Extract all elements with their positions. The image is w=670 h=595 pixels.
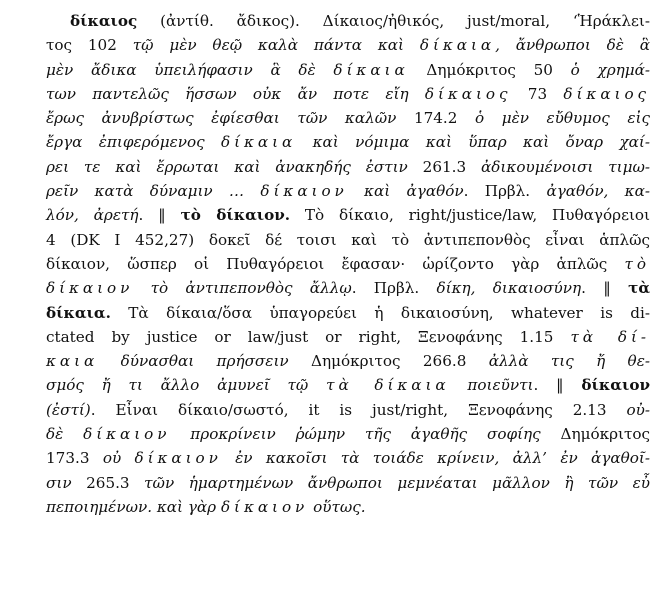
text-segment: ἐν κακοῖσι τὰ τοιάδε κρίνειν, ἀλλ’ ἐν ἀγαθοῖ- (221, 449, 650, 468)
text-segment: ἔργα ἐπιφερόμενος (46, 133, 221, 152)
text-segment: σμός ἤ τι ἄλλο ἀμυνεῖ τῷ (46, 376, 327, 395)
text-segment: 265.3 (71, 473, 145, 492)
text-segment: των παντελῶς ἥσσων οὐκ ἄν ποτε εἴη (46, 84, 425, 103)
entry-line (46, 9, 650, 33)
text-segment: Δημόκριτος (540, 425, 651, 444)
text-segment: (ἀντίθ. ἄδικος). Δίκαιος/ἠθικός, just/moral, ‘Ἡράκλει- (137, 12, 650, 30)
entry-line (46, 446, 650, 470)
text-segment: δίκη, δικαιοσύνη (436, 279, 582, 298)
text-segment: λόν, ἀρετή (46, 206, 139, 225)
text-segment: δίκαια (220, 133, 297, 152)
text-segment: τὰ δί- (570, 327, 650, 346)
entry-line (46, 301, 650, 325)
text-segment: τος 102 (46, 36, 133, 55)
text-segment: δίκαια (333, 60, 409, 79)
text-segment: καια (46, 352, 99, 371)
text-segment: δίκαιον (220, 497, 309, 516)
text-segment: δίκαιον (260, 182, 348, 201)
text-segment: προκρίνειν ῥώμην τῆς ἀγαθῆς σοφίης (170, 425, 541, 444)
text-segment: ἀδικουμένοισι τιμω- (481, 157, 650, 176)
text-segment: τὰ (628, 279, 650, 298)
text-segment: ὁ χρημά- (570, 60, 650, 79)
text-segment: Δημόκριτος 266.8 (288, 352, 489, 371)
entry-line (46, 422, 650, 446)
entry-line (46, 471, 650, 495)
text-segment: Τὸ δίκαιο, right/justice/law, Πυθαγόρειοι (290, 206, 651, 225)
text-segment: 174.2 (396, 109, 475, 128)
text-segment: δίκαια (419, 36, 496, 55)
text-segment: ἀλλὰ τις ἤ θε- (488, 352, 650, 371)
text-segment: . ‖ (581, 279, 629, 298)
text-segment: οὐ- (626, 400, 650, 419)
text-segment: ctated by justice or law/just or right, Ξενοφάνης 1.15 (46, 327, 571, 346)
text-segment: Τὰ δίκαια/ὅσα ὑπαγορεύει ἡ δικαιοσύνη, whatever is di- (110, 303, 650, 322)
text-segment: 4 (DK I 452,27) δοκεῖ δέ τοισι καὶ τὸ ἀντιπεπονθὸς εἶναι ἁπλῶς (46, 230, 650, 249)
text-segment: καὶ νόμιμα καὶ ὕπαρ καὶ ὄναρ χαί- (296, 133, 651, 152)
text-segment: τὸ ἀντιπεπονθὸς ἄλλῳ (133, 279, 352, 298)
text-segment: ἀγαθόν, κα- (546, 182, 651, 201)
entry-line (46, 106, 650, 130)
text-segment: , ἄνθρωποι δὲ ἃ (495, 36, 650, 55)
entry-line (46, 398, 650, 422)
text-segment: ρεῖν κατὰ δύναμιν … (46, 182, 261, 201)
entry-line (46, 276, 650, 300)
text-segment: δίκαιος (424, 84, 512, 103)
text-segment: . Πρβλ. (351, 279, 437, 298)
entry-line (46, 179, 650, 203)
text-segment: δίκαιος (70, 12, 138, 30)
text-segment: 173.3 (46, 449, 103, 468)
text-segment: τῶν ἡμαρτημένων ἄνθρωποι μεμνέαται μᾶλλον ἢ τῶν εὖ (144, 473, 650, 492)
entry-line (46, 228, 650, 252)
text-segment: . καὶ γὰρ (147, 497, 221, 516)
text-segment: δύνασθαι πρήσσειν (98, 352, 289, 371)
text-segment: (ἐστί) (46, 400, 91, 419)
text-segment: ὁ μὲν εὔθυμος εἰς (475, 109, 650, 128)
entry-line (46, 33, 650, 57)
text-segment: μὲν ἄδικα ὑπειλήφασιν ἃ δὲ (46, 60, 334, 79)
text-segment: 261.3 (407, 157, 482, 176)
entry-line (46, 203, 650, 227)
entry-line (46, 82, 650, 106)
entry-line (46, 130, 650, 154)
entry-line (46, 349, 650, 373)
text-segment: δίκαιον (581, 376, 650, 395)
text-segment: δίκαιον (46, 279, 134, 298)
text-segment: 73 (511, 84, 564, 103)
text-segment: Δημόκριτος 50 (408, 60, 571, 79)
text-segment: δίκαια. (46, 303, 111, 322)
text-segment: δίκαιον, ὥσπερ οἱ Πυθαγόρειοι ἔφασαν· ὡρίζοντο γὰρ ἁπλῶς (46, 254, 625, 273)
text-segment: δίκαιον (83, 425, 171, 444)
dictionary-entry (46, 9, 650, 519)
text-segment: δίκαιον (134, 449, 222, 468)
entry-line (46, 58, 650, 82)
text-segment: οὐ (102, 449, 135, 468)
text-segment: σιν (46, 473, 72, 492)
text-segment: τὰ δίκαια (326, 376, 450, 395)
text-segment: . Εἶναι δίκαιο/σωστό, it is just/right, Ξενοφάνης 2.13 (90, 400, 627, 419)
text-segment: οὕτως. (308, 497, 366, 516)
entry-line (46, 373, 650, 397)
entry-line (46, 252, 650, 276)
text-segment: τὸ (624, 254, 650, 273)
entry-line (46, 325, 650, 349)
text-segment: δὲ (46, 425, 84, 444)
text-segment: πεποιημένων (46, 497, 148, 516)
entry-line (46, 155, 650, 179)
text-segment: . ‖ (533, 376, 582, 395)
text-segment: τὸ δίκαιον. (180, 206, 291, 225)
text-segment: δίκαιος (563, 84, 651, 103)
text-segment: . Πρβλ. (463, 182, 547, 201)
text-segment: ἔρως ἀνυβρίστως ἐφίεσθαι τῶν καλῶν (46, 109, 397, 128)
text-segment: . ‖ (138, 206, 181, 225)
text-segment: ρει τε καὶ ἔρρωται καὶ ἀνακηδής ἐστιν (46, 157, 408, 176)
text-segment: καὶ ἀγαθόν (347, 182, 464, 201)
text-segment: ποιεῦντι (449, 376, 534, 395)
entry-line (46, 495, 650, 519)
text-segment: τῷ μὲν θεῷ καλὰ πάντα καὶ (132, 36, 420, 55)
